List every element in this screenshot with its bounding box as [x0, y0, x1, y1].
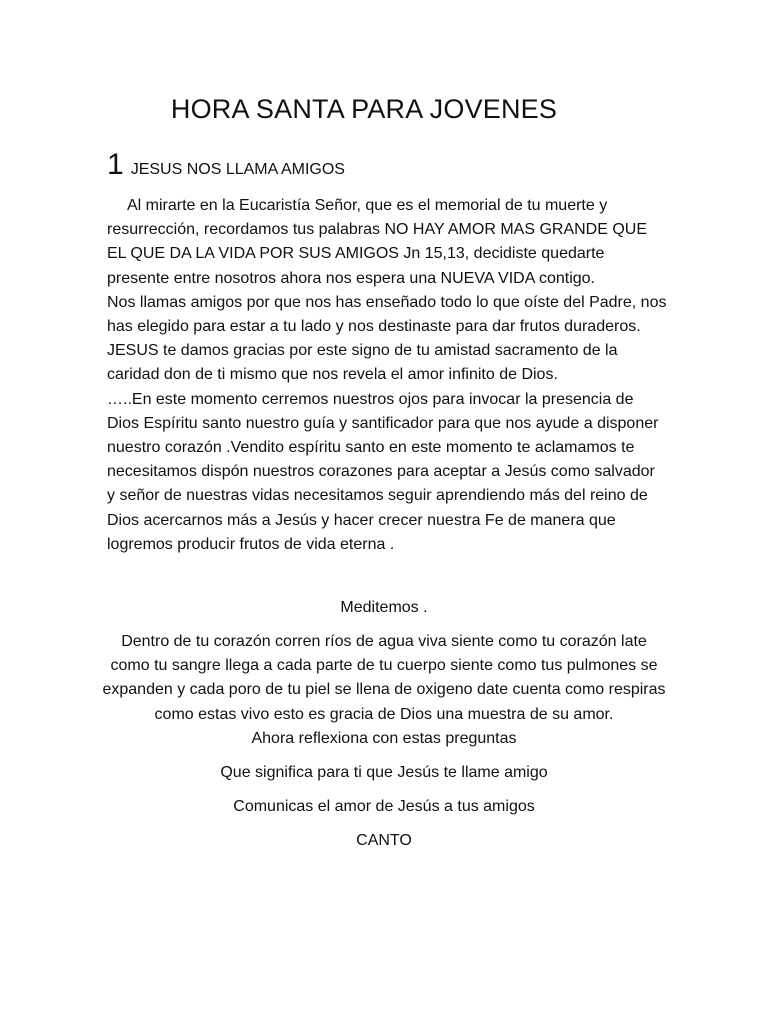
question-1: Que significa para ti que Jesús te llame amigo	[220, 764, 548, 781]
page-title: HORA SANTA PARA JOVENES	[170, 94, 558, 124]
closing-canto: CANTO	[356, 832, 412, 849]
question-2: Comunicas el amor de Jesús a tus amigos	[233, 798, 535, 815]
section-heading	[107, 148, 345, 182]
body-text	[107, 194, 667, 557]
section-title: JESUS NOS LLAMA AMIGOS	[130, 161, 345, 178]
reflection-prompt: Ahora reflexiona con estas preguntas	[251, 729, 517, 747]
paragraph-friends: Nos llamas amigos por que nos has enseñado todo lo que oíste del Padre, nos has elegido para estar a tu lado y nos destinaste para dar frutos duraderos. JESUS te damos gracias por este signo de tu amistad sacramento de la caridad don de ti mismo que nos revela el amor infinito de Dios.	[107, 293, 667, 384]
paragraph-invocation: …..En este momento cerremos nuestros ojos para invocar la presencia de Dios Espíritu santo nuestro guía y santificador para que nos ayude a disponer nuestro corazón .Vendito espíritu santo en este momento te aclamamos te necesitamos dispón nuestros corazones para aceptar a Jesús como salvador y señor de nuestras vidas necesitamos seguir aprendiendo más del reino de Dios acercarnos más a Jesús y hacer crecer nuestra Fe de manera que logremos producir frutos de vida eterna .	[107, 390, 659, 553]
meditation-block	[100, 630, 668, 751]
meditation-heading: Meditemos .	[340, 599, 428, 616]
paragraph-intro: Al mirarte en la Eucaristía Señor, que es el memorial de tu muerte y resurrección, recordamos tus palabras NO HAY AMOR MAS GRANDE QUE EL QUE DA LA VIDA POR SUS AMIGOS Jn 15,13, decidiste quedarte presente entre nosotros ahora nos espera una NUEVA VIDA contigo.	[107, 197, 648, 287]
meditation-text: Dentro de tu corazón corren ríos de agua viva siente como tu corazón late como tu sangre llega a cada parte de tu cuerpo siente como tus pulmones se expanden y cada poro de tu piel se llena de oxigeno date cuenta como respiras como estas vivo esto es gracia de Dios una muestra de su amor.	[102, 633, 666, 723]
section-number: 1	[107, 148, 124, 181]
